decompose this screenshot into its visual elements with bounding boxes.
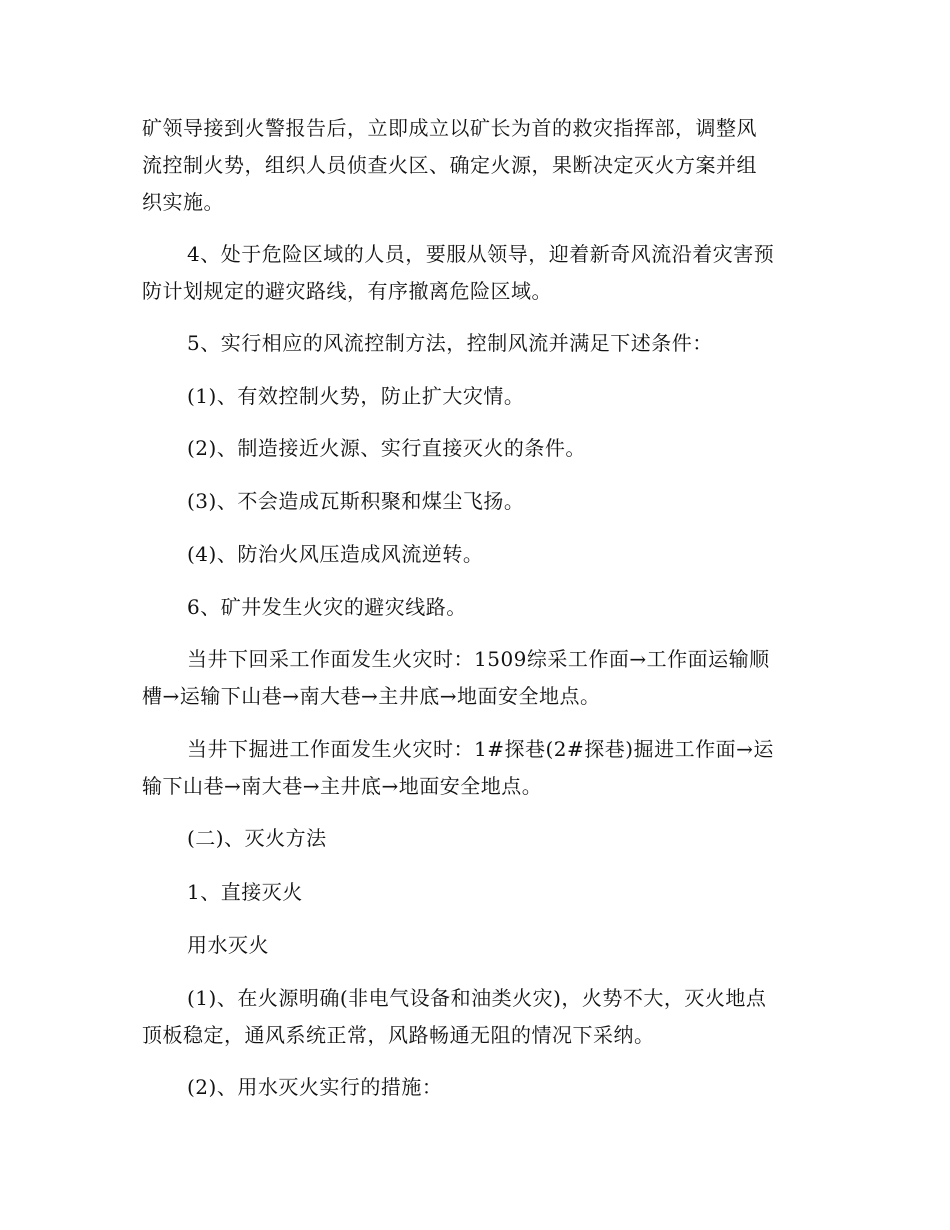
paragraph-2-line-2: 防计划规定的避灾路线，有序撤离危险区域。 xyxy=(142,279,552,303)
paragraph-9-line-1: 当井下回采工作面发生火灾时：1509综采工作面→工作面运输顺 xyxy=(187,647,770,671)
paragraph-10-line-1: 当井下掘进工作面发生火灾时：1#探巷(2#探巷)掘进工作面→运 xyxy=(187,737,774,761)
paragraph-3-line-1: 5、实行相应的风流控制方法，控制风流并满足下述条件： xyxy=(187,331,713,355)
paragraph-6-line-1: (3)、不会造成瓦斯积聚和煤尘飞扬。 xyxy=(187,489,525,513)
paragraph-1-line-2: 流控制火势，组织人员侦查火区、确定火源，果断决定灭火方案并组 xyxy=(142,153,757,177)
paragraph-11-line-1: (二)、灭火方法 xyxy=(187,826,327,850)
paragraph-7-line-1: (4)、防治火风压造成风流逆转。 xyxy=(187,542,484,566)
paragraph-1-line-1: 矿领导接到火警报告后，立即成立以矿长为首的救灾指挥部，调整风 xyxy=(142,116,757,140)
paragraph-13-line-1: 用水灭火 xyxy=(187,933,269,957)
paragraph-10-line-2: 输下山巷→南大巷→主井底→地面安全地点。 xyxy=(142,774,543,798)
paragraph-1-line-3: 织实施。 xyxy=(142,190,224,214)
paragraph-8-line-1: 6、矿井发生火灾的避灾线路。 xyxy=(187,595,467,619)
paragraph-4-line-1: (1)、有效控制火势，防止扩大灾情。 xyxy=(187,384,525,408)
paragraph-9-line-2: 槽→运输下山巷→南大巷→主井底→地面安全地点。 xyxy=(142,684,601,708)
paragraph-14-line-2: 顶板稳定，通风系统正常，风路畅通无阻的情况下采纳。 xyxy=(142,1023,655,1047)
paragraph-5-line-1: (2)、制造接近火源、实行直接灭火的条件。 xyxy=(187,436,586,460)
paragraph-12-line-1: 1、直接灭火 xyxy=(187,880,303,904)
paragraph-15-line-1: (2)、用水灭火实行的措施： xyxy=(187,1075,443,1099)
paragraph-14-line-1: (1)、在火源明确(非电气设备和油类火灾)，火势不大，灭火地点 xyxy=(187,986,767,1010)
paragraph-2-line-1: 4、处于危险区域的人员，要服从领导，迎着新奇风流沿着灾害预 xyxy=(187,242,775,266)
